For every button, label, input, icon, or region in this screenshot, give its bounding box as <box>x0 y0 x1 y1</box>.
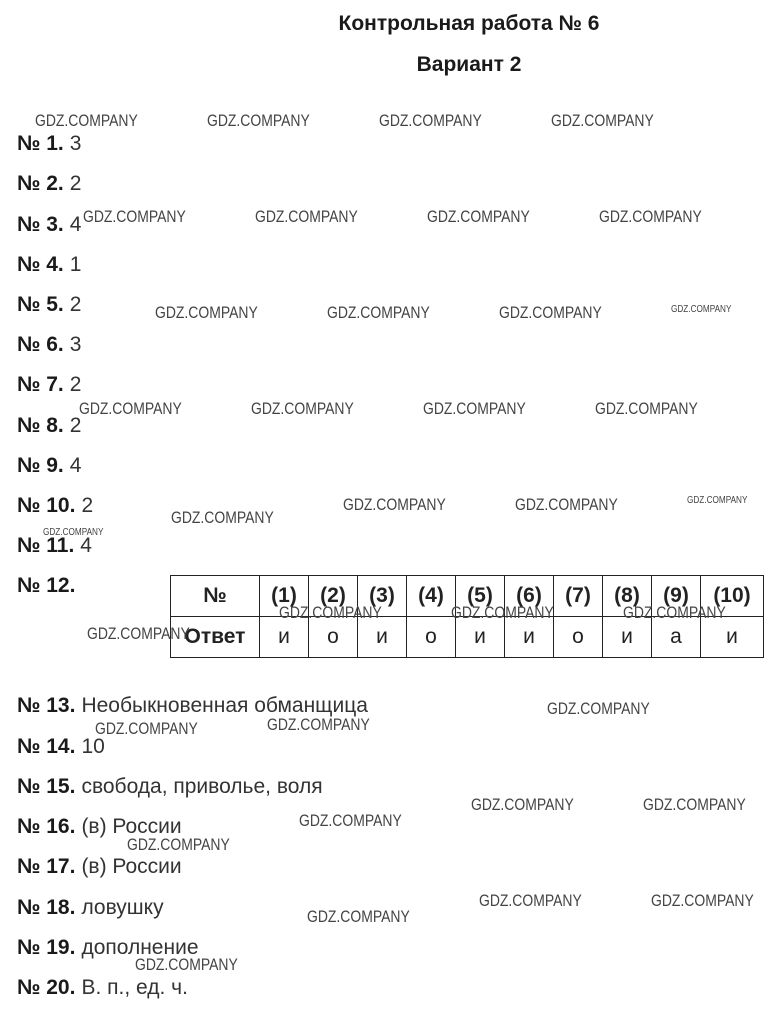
answer-value: Необыкновенная обманщица <box>81 694 368 717</box>
watermark: GDZ.COMPANY <box>451 603 554 622</box>
answer-row-14 <box>17 734 105 760</box>
watermark: GDZ.COMPANY <box>499 303 602 322</box>
answer-number: № 2. <box>17 172 64 195</box>
answer-number: № 13. <box>17 694 76 717</box>
table-cell: (1) <box>260 576 309 617</box>
watermark: GDZ.COMPANY <box>35 111 138 130</box>
answer-value: 3 <box>69 132 82 155</box>
answer-row-15 <box>17 774 323 800</box>
answer-number: № 7. <box>17 373 64 396</box>
answer-row-2 <box>17 171 81 197</box>
answer-number: № 1. <box>17 132 64 155</box>
answer-number: № 5. <box>17 293 64 316</box>
watermark: GDZ.COMPANY <box>299 811 402 830</box>
answer-value: 3 <box>69 333 82 356</box>
answer-number: № 3. <box>17 213 64 236</box>
watermark: GDZ.COMPANY <box>207 111 310 130</box>
table-cell: (10) <box>701 576 764 617</box>
answer-row-12 <box>17 573 81 599</box>
table-cell: и <box>456 617 505 658</box>
answer-row-20 <box>17 975 188 1001</box>
answer-number: № 20. <box>17 976 76 999</box>
table-cell: и <box>260 617 309 658</box>
watermark: GDZ.COMPANY <box>671 304 732 315</box>
answer-number: № 16. <box>17 815 76 838</box>
answer-value: ловушку <box>81 896 164 919</box>
answer-row-5 <box>17 292 81 318</box>
answer-number: № 12. <box>17 574 76 597</box>
answer-number: № 8. <box>17 414 64 437</box>
watermark: GDZ.COMPANY <box>251 399 354 418</box>
watermark: GDZ.COMPANY <box>127 835 230 854</box>
table-cell: (5) <box>456 576 505 617</box>
watermark: GDZ.COMPANY <box>155 303 258 322</box>
watermark: GDZ.COMPANY <box>267 715 370 734</box>
watermark: GDZ.COMPANY <box>471 795 574 814</box>
watermark: GDZ.COMPANY <box>551 111 654 130</box>
watermark: GDZ.COMPANY <box>307 907 410 926</box>
answer-number: № 17. <box>17 855 76 878</box>
watermark: GDZ.COMPANY <box>343 495 446 514</box>
answer-value: (в) России <box>81 815 182 838</box>
watermark: GDZ.COMPANY <box>643 795 746 814</box>
answer-value: В. п., ед. ч. <box>81 976 188 999</box>
answer-value: свобода, приволье, воля <box>81 775 323 798</box>
answer-value: 10 <box>81 735 105 758</box>
answer-row-6 <box>17 332 81 358</box>
watermark: GDZ.COMPANY <box>135 955 238 974</box>
answer-value: 1 <box>69 253 82 276</box>
watermark: GDZ.COMPANY <box>95 719 198 738</box>
answer-value: 2 <box>69 414 82 437</box>
answer-row-7 <box>17 372 81 398</box>
table-cell: и <box>358 617 407 658</box>
answer-number: № 11. <box>17 534 75 557</box>
answer-number: № 14. <box>17 735 76 758</box>
variant-title: Вариант 2 <box>416 53 522 76</box>
watermark: GDZ.COMPANY <box>327 303 430 322</box>
table-header-cell: № <box>171 576 260 617</box>
table-cell: о <box>309 617 358 658</box>
answer-number: № 4. <box>17 253 64 276</box>
watermark: GDZ.COMPANY <box>427 207 530 226</box>
table-cell: и <box>505 617 554 658</box>
table-cell: (8) <box>603 576 652 617</box>
table-cell: о <box>407 617 456 658</box>
watermark: GDZ.COMPANY <box>79 399 182 418</box>
table-cell: и <box>603 617 652 658</box>
answer-value: 2 <box>69 293 82 316</box>
watermark: GDZ.COMPANY <box>599 207 702 226</box>
answer-number: № 6. <box>17 333 64 356</box>
answer-row-4 <box>17 252 81 278</box>
watermark: GDZ.COMPANY <box>87 624 190 643</box>
watermark: GDZ.COMPANY <box>623 603 726 622</box>
watermark: GDZ.COMPANY <box>171 508 274 527</box>
answer-row-8 <box>17 413 81 439</box>
answer-row-17 <box>17 854 182 880</box>
watermark: GDZ.COMPANY <box>547 699 650 718</box>
table-cell: о <box>554 617 603 658</box>
table-cell: (6) <box>505 576 554 617</box>
answer-value: 4 <box>80 534 92 557</box>
answer-value: дополнение <box>81 936 199 959</box>
answer-row-1 <box>17 131 81 157</box>
watermark: GDZ.COMPANY <box>43 527 104 538</box>
answer-row-9 <box>17 453 81 479</box>
answer-number: № 9. <box>17 454 64 477</box>
watermark: GDZ.COMPANY <box>479 891 582 910</box>
answer-number: № 18. <box>17 896 76 919</box>
answer-number: № 10. <box>17 494 76 517</box>
answer-number: № 19. <box>17 936 76 959</box>
table-cell: и <box>701 617 764 658</box>
table-cell: (2) <box>309 576 358 617</box>
watermark: GDZ.COMPANY <box>279 603 382 622</box>
answer-value: 2 <box>69 373 82 396</box>
answer-number: № 15. <box>17 775 76 798</box>
watermark: GDZ.COMPANY <box>423 399 526 418</box>
answer-value: 4 <box>69 213 82 236</box>
table-cell: (9) <box>652 576 701 617</box>
watermark: GDZ.COMPANY <box>83 207 186 226</box>
watermark: GDZ.COMPANY <box>651 891 754 910</box>
watermark: GDZ.COMPANY <box>515 495 618 514</box>
table-cell: (3) <box>358 576 407 617</box>
watermark: GDZ.COMPANY <box>687 495 748 506</box>
answer-value: (в) России <box>81 855 182 878</box>
watermark: GDZ.COMPANY <box>379 111 482 130</box>
answer-value: 2 <box>81 494 94 517</box>
table-cell: а <box>652 617 701 658</box>
answer-row-10 <box>17 493 93 519</box>
answer-value: 4 <box>69 454 82 477</box>
watermark: GDZ.COMPANY <box>255 207 358 226</box>
answer-value: 2 <box>69 172 82 195</box>
answer-row-18 <box>17 895 164 921</box>
page-title: Контрольная работа № 6 <box>338 12 600 35</box>
watermark: GDZ.COMPANY <box>595 399 698 418</box>
answer-row-3 <box>17 212 81 238</box>
table-header-cell: Ответ <box>171 617 260 658</box>
table-cell: (4) <box>407 576 456 617</box>
table-cell: (7) <box>554 576 603 617</box>
